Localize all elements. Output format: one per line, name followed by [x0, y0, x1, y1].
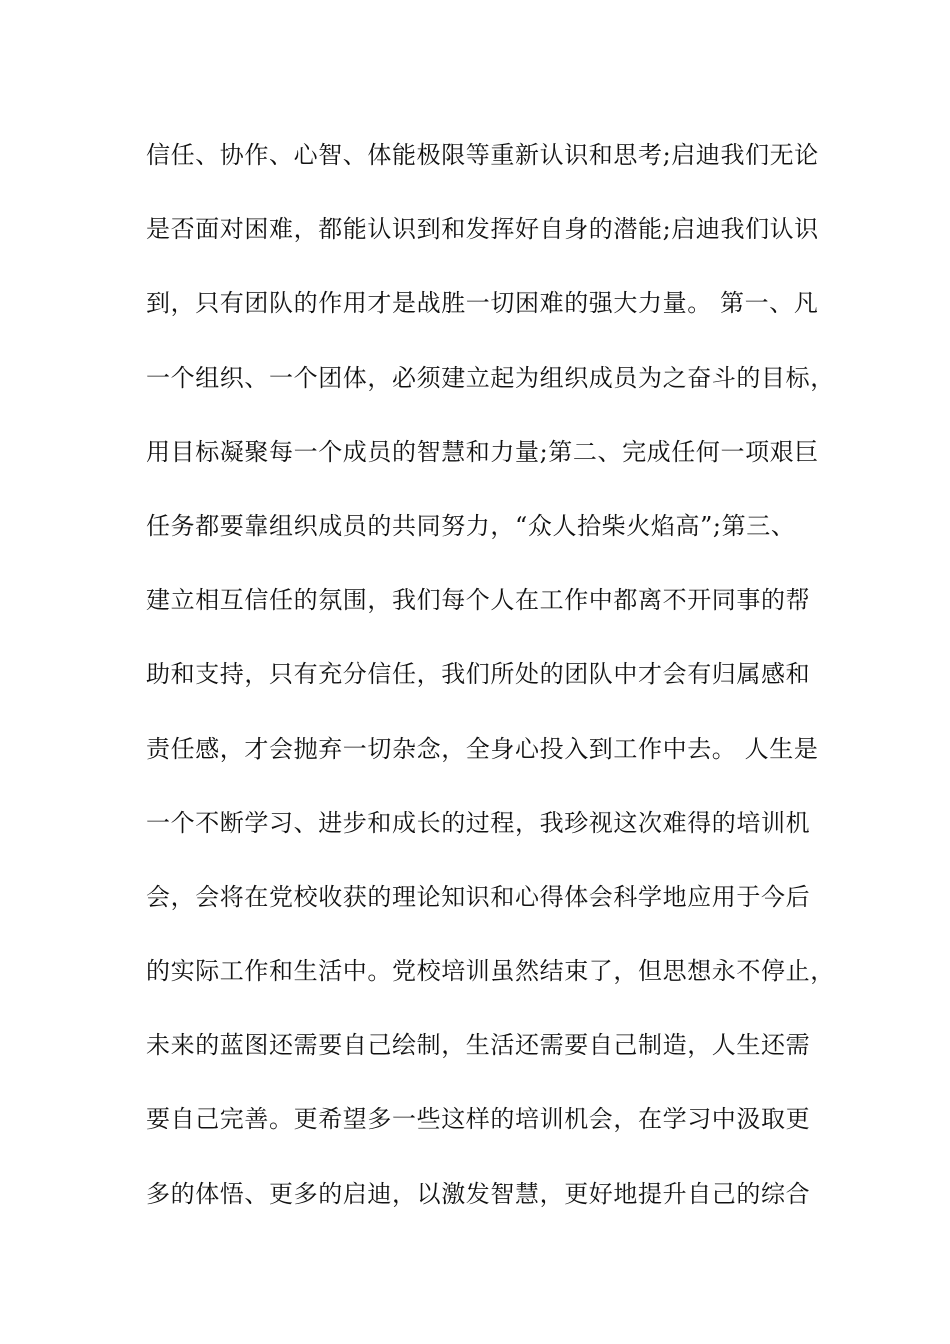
text-line: 会，会将在党校收获的理论知识和心得体会科学地应用于今后	[146, 882, 811, 911]
text-line: 未来的蓝图还需要自己绘制，生活还需要自己制造，人生还需	[146, 1031, 811, 1060]
text-line: 一个组织、一个团体，必须建立起为组织成员为之奋斗的目标，	[146, 363, 835, 392]
body-text	[146, 125, 835, 1238]
text-line: 多的体悟、更多的启迪，以激发智慧，更好地提升自己的综合	[146, 1179, 811, 1208]
text-line: 要自己完善。更希望多一些这样的培训机会，在学习中汲取更	[146, 1105, 811, 1134]
text-line: 到，只有团队的作用才是战胜一切困难的强大力量。 第一、凡	[146, 289, 819, 318]
text-line: 一个不断学习、进步和成长的过程，我珍视这次难得的培训机	[146, 808, 811, 837]
text-line: 信任、协作、心智、体能极限等重新认识和思考;启迪我们无论	[146, 141, 819, 169]
text-line: 用目标凝聚每一个成员的智慧和力量;第二、完成任何一项艰巨	[146, 437, 819, 466]
text-line: 是否面对困难，都能认识到和发挥好自身的潜能;启迪我们认识	[146, 215, 819, 244]
text-line: 责任感，才会抛弃一切杂念，全身心投入到工作中去。 人生是	[146, 734, 819, 763]
text-line: 任务都要靠组织成员的共同努力，“众人拾柴火焰高”;第三、	[146, 511, 796, 540]
text-line: 助和支持，只有充分信任，我们所处的团队中才会有归属感和	[146, 660, 811, 689]
text-line: 建立相互信任的氛围，我们每个人在工作中都离不开同事的帮	[146, 586, 811, 615]
text-line: 的实际工作和生活中。党校培训虽然结束了，但思想永不停止，	[146, 957, 835, 986]
